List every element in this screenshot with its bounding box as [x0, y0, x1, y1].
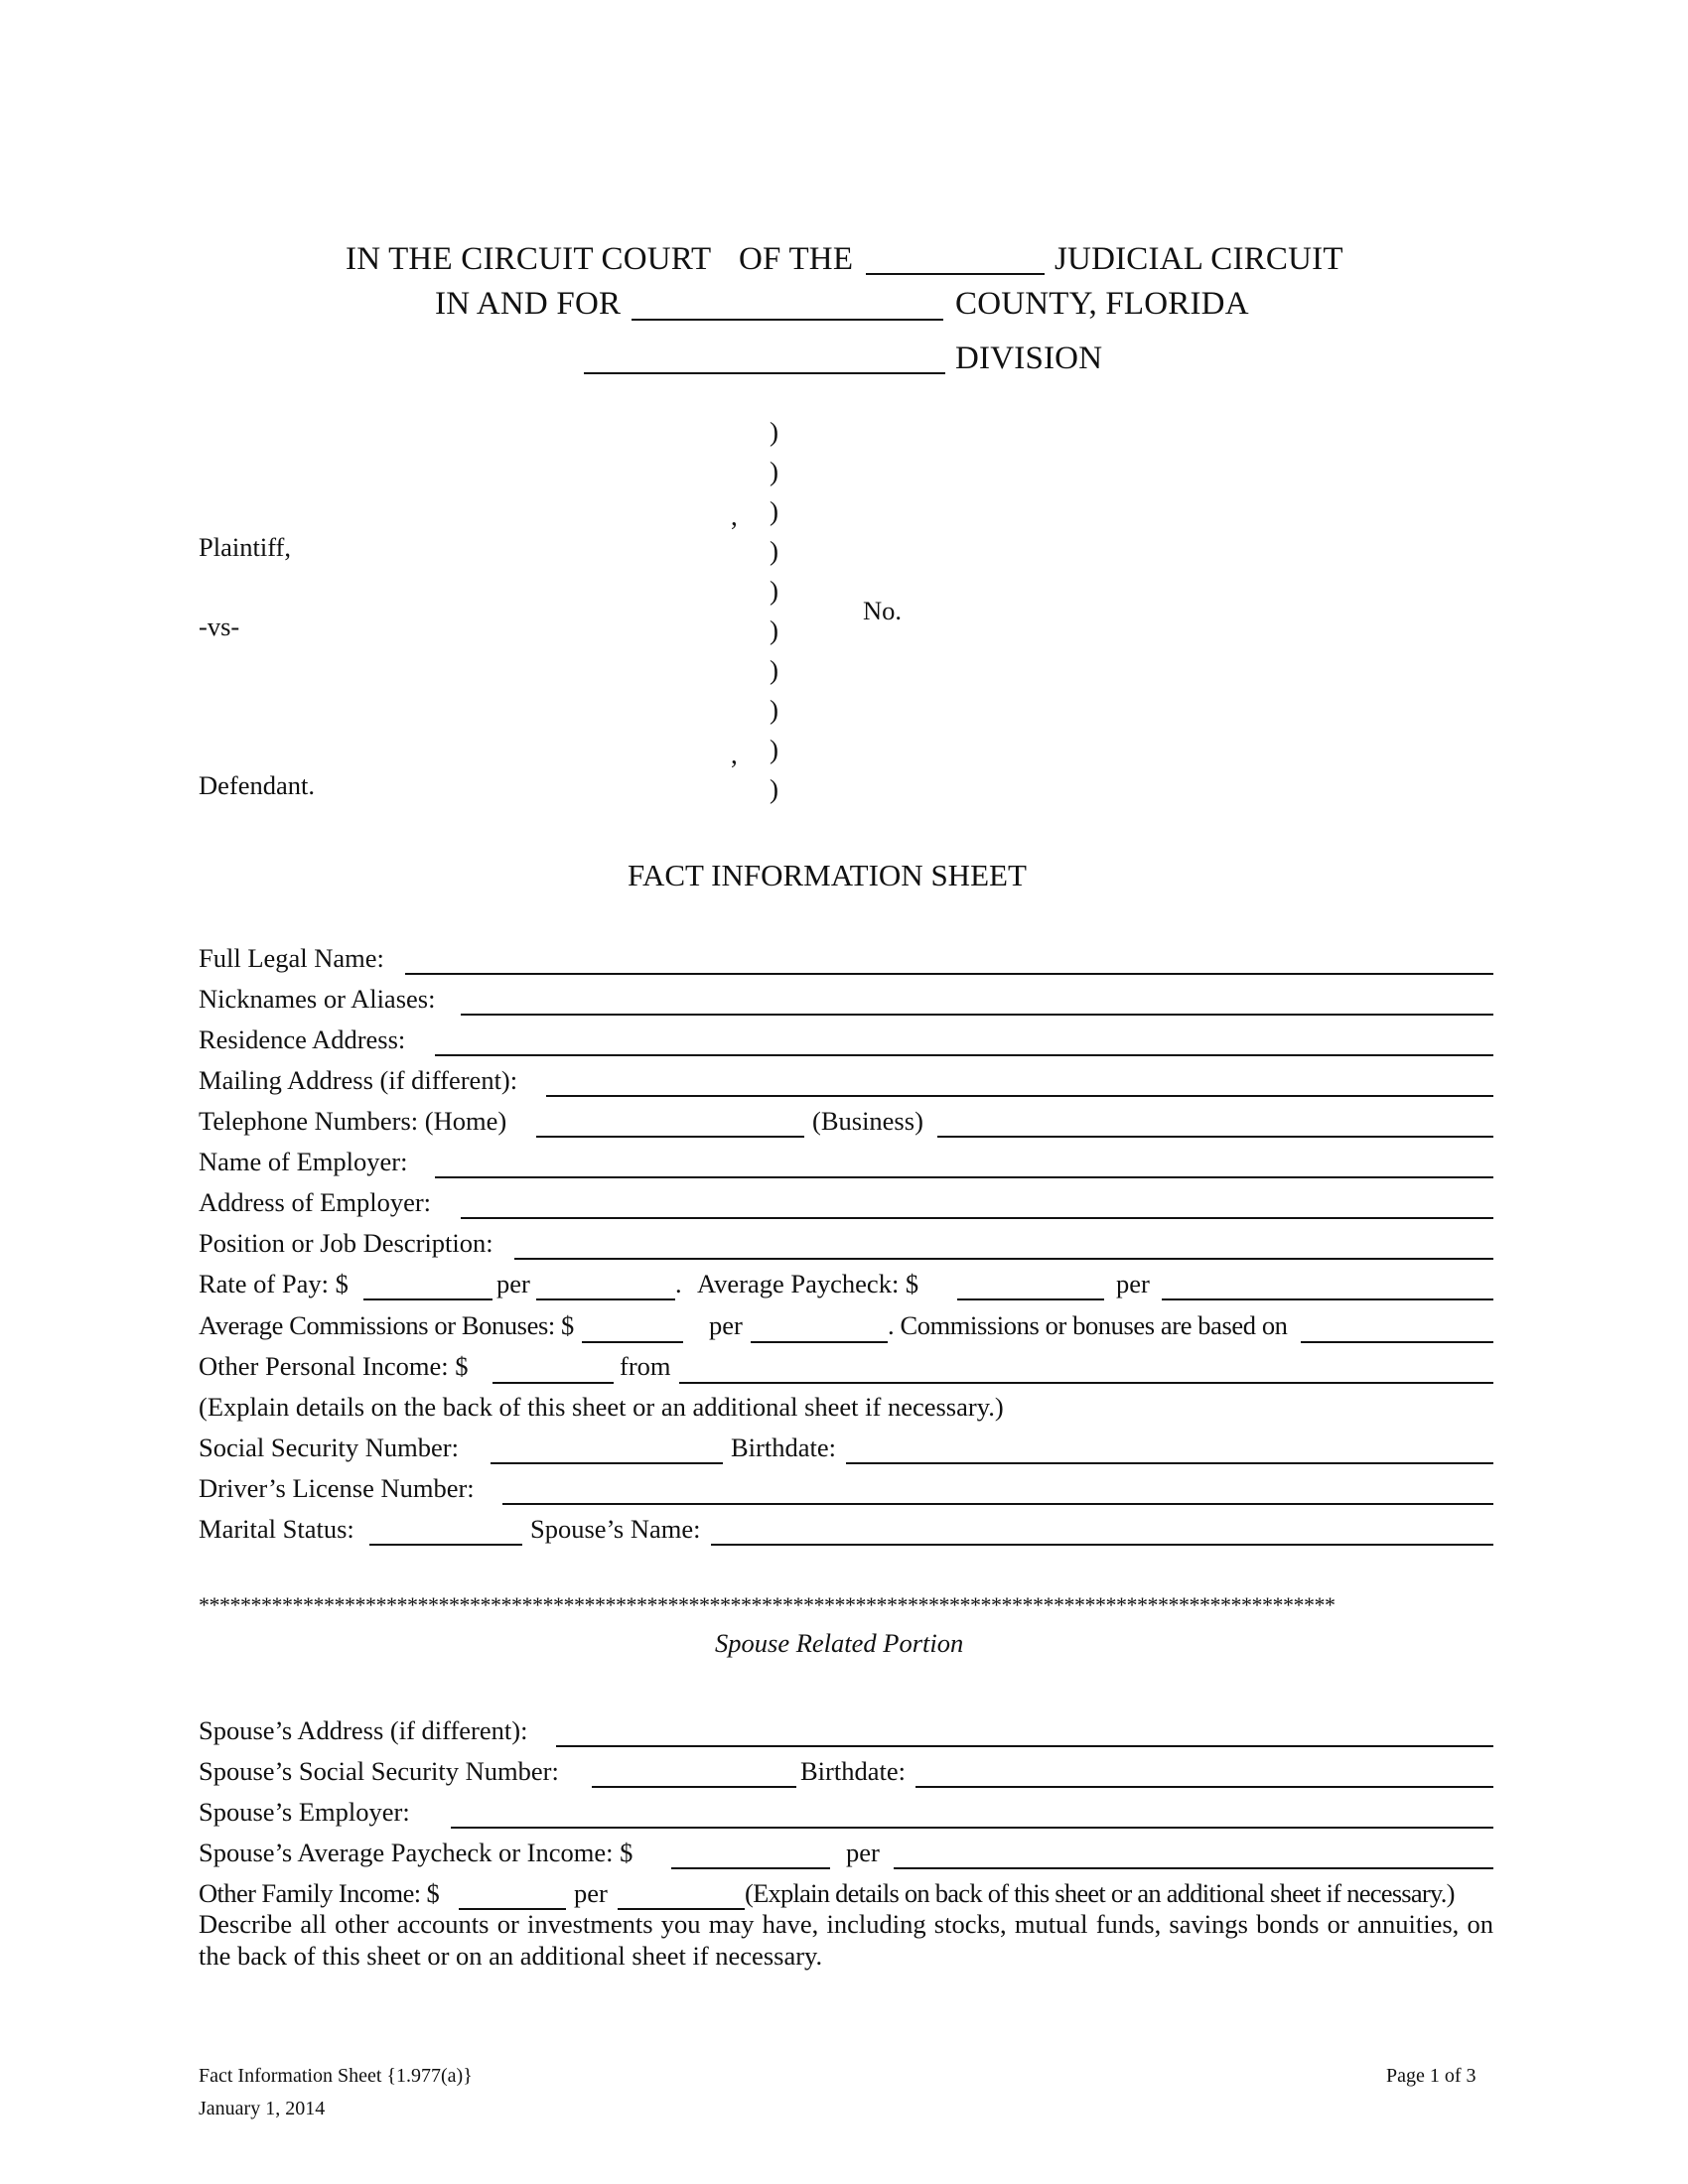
- ssn-field[interactable]: [491, 1462, 723, 1464]
- position-field[interactable]: [514, 1258, 1493, 1260]
- birthdate-field[interactable]: [846, 1462, 1493, 1464]
- paycheck-per-field[interactable]: [1162, 1298, 1493, 1300]
- caption-paren: ): [770, 457, 778, 486]
- page-title: FACT INFORMATION SHEET: [628, 858, 1027, 892]
- footer-form-name: Fact Information Sheet {1.977(a)}: [199, 2065, 473, 2087]
- spouse-address-label: Spouse’s Address (if different):: [199, 1715, 528, 1745]
- residence-address-label: Residence Address:: [199, 1024, 406, 1054]
- residence-address-field[interactable]: [435, 1054, 1493, 1056]
- caption-paren: ): [770, 774, 778, 804]
- caption-paren: ): [770, 655, 778, 685]
- county-florida-text: COUNTY, FLORIDA: [955, 286, 1249, 322]
- explain-note: (Explain details on the back of this sheet or an additional sheet if necessary.): [199, 1392, 1004, 1422]
- other-income-from-field[interactable]: [679, 1382, 1493, 1384]
- rate-per-label: per: [496, 1269, 530, 1298]
- spouse-ssn-label: Spouse’s Social Security Number:: [199, 1756, 559, 1786]
- footer-date: January 1, 2014: [199, 2098, 326, 2119]
- caption-paren: ): [770, 576, 778, 606]
- employer-name-field[interactable]: [435, 1176, 1493, 1178]
- commissions-field[interactable]: [582, 1341, 683, 1343]
- footer-page-number: Page 1 of 3: [1386, 2065, 1477, 2087]
- telephone-home-field[interactable]: [536, 1136, 804, 1138]
- birthdate-label: Birthdate:: [731, 1433, 836, 1462]
- position-label: Position or Job Description:: [199, 1228, 493, 1258]
- rate-of-pay-field[interactable]: [363, 1298, 492, 1300]
- full-legal-name-field[interactable]: [405, 973, 1493, 975]
- caption-paren: ): [770, 417, 778, 447]
- mailing-address-field[interactable]: [546, 1095, 1493, 1097]
- drivers-license-field[interactable]: [502, 1503, 1493, 1505]
- vs-label: -vs-: [199, 612, 240, 641]
- commissions-label: Average Commissions or Bonuses: $: [199, 1310, 574, 1340]
- commissions-per-field[interactable]: [751, 1341, 888, 1343]
- mailing-address-label: Mailing Address (if different):: [199, 1065, 518, 1095]
- nicknames-label: Nicknames or Aliases:: [199, 984, 436, 1014]
- circuit-court-text: IN THE CIRCUIT COURT: [346, 241, 712, 277]
- employer-address-field[interactable]: [461, 1217, 1493, 1219]
- spouse-employer-field[interactable]: [451, 1827, 1493, 1829]
- full-legal-name-label: Full Legal Name:: [199, 943, 384, 973]
- caption-paren: ): [770, 735, 778, 764]
- describe-accounts-paragraph: Describe all other accounts or investments you may have, including stocks, mutual funds, savings bonds or annuities, on the back of this sheet or on an additional sheet if necessary.: [199, 1909, 1493, 1971]
- spouse-section-heading: Spouse Related Portion: [715, 1628, 964, 1658]
- other-family-income-per-label: per: [574, 1878, 608, 1908]
- spouse-name-label: Spouse’s Name:: [530, 1514, 701, 1544]
- employer-name-label: Name of Employer:: [199, 1147, 408, 1176]
- telephone-business-field[interactable]: [937, 1136, 1493, 1138]
- nicknames-field[interactable]: [461, 1014, 1493, 1016]
- in-and-for-text: IN AND FOR: [435, 286, 622, 322]
- circuit-number-blank[interactable]: [866, 273, 1045, 275]
- spouse-employer-label: Spouse’s Employer:: [199, 1797, 410, 1827]
- telephone-business-label: (Business): [812, 1106, 923, 1136]
- commissions-based-field[interactable]: [1301, 1341, 1493, 1343]
- judicial-circuit-text: JUDICIAL CIRCUIT: [1055, 241, 1343, 277]
- other-income-label: Other Personal Income: $: [199, 1351, 469, 1381]
- section-separator: *************************************************************************************************************: [199, 1592, 1336, 1617]
- caption-paren: ): [770, 615, 778, 645]
- explain-note-2: (Explain details on back of this sheet or an additional sheet if necessary.): [745, 1878, 1455, 1908]
- caption-paren: ): [770, 536, 778, 566]
- telephone-home-label: Telephone Numbers: (Home): [199, 1106, 507, 1136]
- spouse-paycheck-per-field[interactable]: [894, 1867, 1493, 1869]
- ssn-label: Social Security Number:: [199, 1433, 459, 1462]
- division-blank[interactable]: [584, 372, 945, 374]
- marital-status-field[interactable]: [369, 1544, 522, 1546]
- average-paycheck-field[interactable]: [957, 1298, 1104, 1300]
- defendant-comma: ,: [731, 740, 738, 769]
- other-income-from-label: from: [620, 1351, 671, 1381]
- rate-of-pay-label: Rate of Pay: $: [199, 1269, 349, 1298]
- court-heading-line1: [346, 241, 711, 278]
- county-blank[interactable]: [632, 319, 943, 321]
- paycheck-per-label: per: [1116, 1269, 1150, 1298]
- spouse-birthdate-label: Birthdate:: [800, 1756, 906, 1786]
- defendant-label: Defendant.: [199, 770, 315, 800]
- spouse-address-field[interactable]: [556, 1745, 1493, 1747]
- employer-address-label: Address of Employer:: [199, 1187, 432, 1217]
- spouse-paycheck-label: Spouse’s Average Paycheck or Income: $: [199, 1838, 633, 1867]
- plaintiff-comma: ,: [731, 501, 738, 531]
- division-text: DIVISION: [955, 341, 1103, 376]
- caption-paren: ): [770, 695, 778, 725]
- average-paycheck-label: Average Paycheck: $: [697, 1269, 919, 1298]
- case-number-label: No.: [863, 596, 903, 625]
- commissions-per-label: per: [709, 1310, 743, 1340]
- rate-period: .: [675, 1269, 682, 1298]
- drivers-license-label: Driver’s License Number:: [199, 1473, 475, 1503]
- spouse-paycheck-per-label: per: [846, 1838, 880, 1867]
- other-income-field[interactable]: [492, 1382, 614, 1384]
- spouse-paycheck-field[interactable]: [671, 1867, 830, 1869]
- rate-per-field[interactable]: [536, 1298, 675, 1300]
- spouse-name-field[interactable]: [711, 1544, 1493, 1546]
- spouse-ssn-field[interactable]: [592, 1786, 796, 1788]
- spouse-birthdate-field[interactable]: [915, 1786, 1493, 1788]
- commissions-based-label: . Commissions or bonuses are based on: [888, 1310, 1288, 1340]
- of-the-text: OF THE: [739, 241, 854, 277]
- caption-paren: ): [770, 496, 778, 526]
- plaintiff-label: Plaintiff,: [199, 532, 291, 562]
- marital-status-label: Marital Status:: [199, 1514, 354, 1544]
- other-family-income-label: Other Family Income: $: [199, 1878, 440, 1908]
